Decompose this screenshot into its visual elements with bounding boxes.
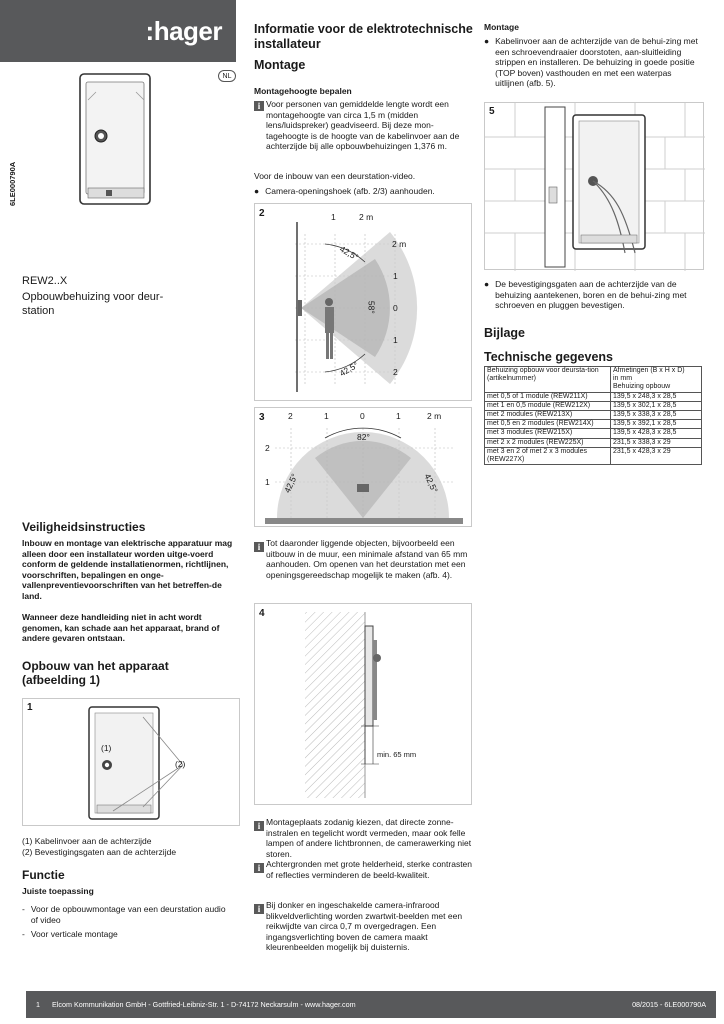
figure-5	[484, 102, 704, 270]
tick-label: 1	[265, 477, 270, 487]
use-item-1: - Voor de opbouwmontage van een deurstation audio of video	[22, 904, 226, 925]
figure-2-drawing	[255, 204, 473, 402]
tech-title: Technische gegevens	[484, 350, 613, 364]
figure-number: 4	[259, 608, 265, 619]
table-cell: met 0,5 of 1 module (REW211X)	[485, 392, 611, 401]
tick-label: 2 m	[359, 212, 374, 222]
info-icon: i	[254, 542, 264, 552]
tick-label: 0	[360, 411, 365, 421]
figure-1-label-1: (1)	[101, 743, 112, 753]
bullet-mounting: ● De bevestigingsgaten aan de achterzijde van de behuizing aantekenen, boren en de behui-zing met schroeven en pluggen bevestigen.	[484, 279, 687, 311]
figure-5-drawing	[485, 103, 705, 271]
product-title: Opbouwbehuizing voor deur-station	[22, 291, 164, 317]
figure-4-drawing	[255, 604, 473, 806]
table-row	[485, 447, 702, 464]
figure-3	[254, 407, 472, 527]
brand-header	[0, 0, 236, 62]
table-cell: 231,5 x 338,3 x 29	[611, 438, 702, 447]
build-title: Opbouw van het apparaat (afbeelding 1)	[22, 659, 169, 687]
footer	[26, 991, 716, 1018]
figure-1-drawing	[83, 703, 233, 823]
table-row	[485, 401, 702, 410]
safety-paragraph-2: Wanneer deze handleiding niet in acht wordt genomen, kan schade aan het apparaat, brand of andere gevaren ontstaan.	[22, 612, 220, 644]
function-title: Functie	[22, 868, 65, 882]
video-line: Voor de inbouw van een deurstation-video.	[254, 171, 416, 181]
header-cell: Behuizing opbouw voor deursta-tion (artikelnummer)	[485, 367, 611, 393]
legend-item-2: (2) Bevestigingsgaten aan de achterzijde	[22, 847, 177, 857]
info-paragraph-3: Montageplaats zodanig kiezen, dat directe zonne-instralen en tegelicht wordt vermeden, maar ook felle lampen of andere lichtbronnen, de camerawerking niet storen.	[266, 817, 472, 859]
table-row	[485, 438, 702, 447]
installer-title: Informatie voor de elektrotechnische installateur	[254, 22, 473, 51]
angle-label: 58°	[366, 300, 377, 314]
table-cell: 139,5 x 338,3 x 28,5	[611, 411, 702, 420]
info-icon: i	[254, 904, 264, 914]
info-paragraph-5: Bij donker en ingeschakelde camera-infrarood blikveldverlichting worden zwartwit-beelden met een reikwijdte van circa 0,7 m overgedragen. Een ingangsverlichting boven de camera maakt kleurenbeelden mogelijk bij duisternis.	[266, 900, 463, 953]
figure-4	[254, 603, 472, 805]
tick-label: 1	[393, 271, 398, 281]
dimension-label: min. 65 mm	[377, 750, 417, 759]
bullet-cable: ● Kabelinvoer aan de achterzijde van de behui-zing met een schroevendraaier doorstoten, aan-sluitleiding strippen en installeren. De behuizing in goede positie (TOP boven) vasthouden en met een waterpas uitlijnen (afb. 5).	[484, 36, 698, 89]
tick-label: 1	[331, 212, 336, 222]
tick-label: 2	[265, 443, 270, 453]
appendix-title: Bijlage	[484, 326, 525, 340]
table-cell: 231,5 x 428,3 x 29	[611, 447, 702, 464]
height-title: Montagehoogte bepalen	[254, 86, 352, 96]
table-cell: met 2 x 2 modules (REW225X)	[485, 438, 611, 447]
table-cell: met 2 modules (REW213X)	[485, 411, 611, 420]
safety-paragraph-1: Inbouw en montage van elektrische apparatuur mag alleen door een installateur worden uitge-voerd conform de geldende installatienormen, richtlijnen, voorschriften, bepalingen en onge-vallenpreventievoorschriften van het betreffen-de land.	[22, 538, 233, 601]
info-paragraph-2: Tot daaronder liggende objecten, bijvoorbeeld een uitbouw in de muur, een minimale afstand van 65 mm aanhouden. Om openen van het deurstation met een openingsgereedschap mogelijk te maken (afb. 4).	[266, 538, 468, 580]
info-paragraph-4: Achtergronden met grote helderheid, sterke contrasten of reflecties verminderen de beeld-kwaliteit.	[266, 859, 473, 880]
info-icon: i	[254, 821, 264, 831]
angle-label: 42,5°	[337, 359, 360, 379]
language-badge: NL	[218, 70, 236, 82]
figure-3-drawing	[255, 408, 473, 528]
figure-1	[22, 698, 240, 826]
table-header	[485, 367, 702, 393]
montage-subtitle: Montage	[484, 22, 519, 32]
table-cell: 139,5 x 428,3 x 28,5	[611, 429, 702, 438]
angle-label: 82°	[357, 432, 370, 442]
page-number: 1	[36, 1000, 40, 1009]
figure-number: 3	[259, 412, 265, 423]
tick-label: 0	[393, 303, 398, 313]
table-cell: met 3 modules (REW215X)	[485, 429, 611, 438]
use-title: Juiste toepassing	[22, 886, 94, 896]
figure-2	[254, 203, 472, 401]
tick-label: 2	[393, 367, 398, 377]
doc-code-vertical: 6LE000790A	[8, 161, 17, 206]
table-cell: 139,5 x 302,1 x 28,5	[611, 401, 702, 410]
table-cell: 139,5 x 248,3 x 28,5	[611, 392, 702, 401]
safety-title: Veiligheidsinstructies	[22, 520, 146, 534]
housing-illustration	[76, 70, 156, 210]
header-cell: Afmetingen (B x H x D) in mm Behuizing opbouw	[611, 367, 702, 393]
bullet-camera: ● Camera-openingshoek (afb. 2/3) aanhouden.	[254, 186, 435, 196]
figure-1-label-2: (2)	[175, 759, 186, 769]
hager-logo: :hager	[145, 15, 222, 46]
legend-item-1: (1) Kabelinvoer aan de achterzijde	[22, 836, 152, 846]
info-paragraph-1: Voor personen van gemiddelde lengte wordt een montagehoogte van circa 1,5 m (midden lens/luidspreker) geadviseerd. Bij deze mon-tagehoogte is de hoogte van de kabelinvoer aan de achterzijde bij alle opbouwbehuizingen 1,376 m.	[266, 99, 460, 152]
table-row	[485, 392, 702, 401]
figure-number: 5	[489, 106, 495, 117]
table-cell: met 3 en 2 of met 2 x 3 modules (REW227X)	[485, 447, 611, 464]
tick-label: 2	[288, 411, 293, 421]
company-line: Elcom Kommunikation GmbH - Gottfried-Leibniz-Str. 1 - D-74172 Neckarsulm - www.hager.com	[52, 1000, 356, 1009]
table-cell: 139,5 x 392,1 x 28,5	[611, 420, 702, 429]
product-code: REW2..X	[22, 275, 68, 287]
table-row	[485, 411, 702, 420]
tick-label: 2 m	[392, 239, 407, 249]
angle-label: 42,5°	[337, 243, 361, 263]
figure-number: 2	[259, 208, 265, 219]
info-icon: i	[254, 101, 264, 111]
table-cell: met 0,5 en 2 modules (REW214X)	[485, 420, 611, 429]
tick-label: 1	[393, 335, 398, 345]
spec-table	[484, 366, 702, 465]
table-row	[485, 420, 702, 429]
date-code: 08/2015 - 6LE000790A	[632, 1000, 706, 1009]
tick-label: 1	[324, 411, 329, 421]
angle-label: 42,5°	[422, 472, 440, 495]
table-cell: met 1 en 0,5 module (REW212X)	[485, 401, 611, 410]
info-icon: i	[254, 863, 264, 873]
use-item-2: - Voor verticale montage	[22, 929, 118, 939]
table-row	[485, 429, 702, 438]
figure-number: 1	[27, 702, 33, 713]
angle-label: 42,5°	[281, 472, 300, 495]
tick-label: 2 m	[427, 411, 442, 421]
montage-title: Montage	[254, 58, 306, 72]
tick-label: 1	[396, 411, 401, 421]
